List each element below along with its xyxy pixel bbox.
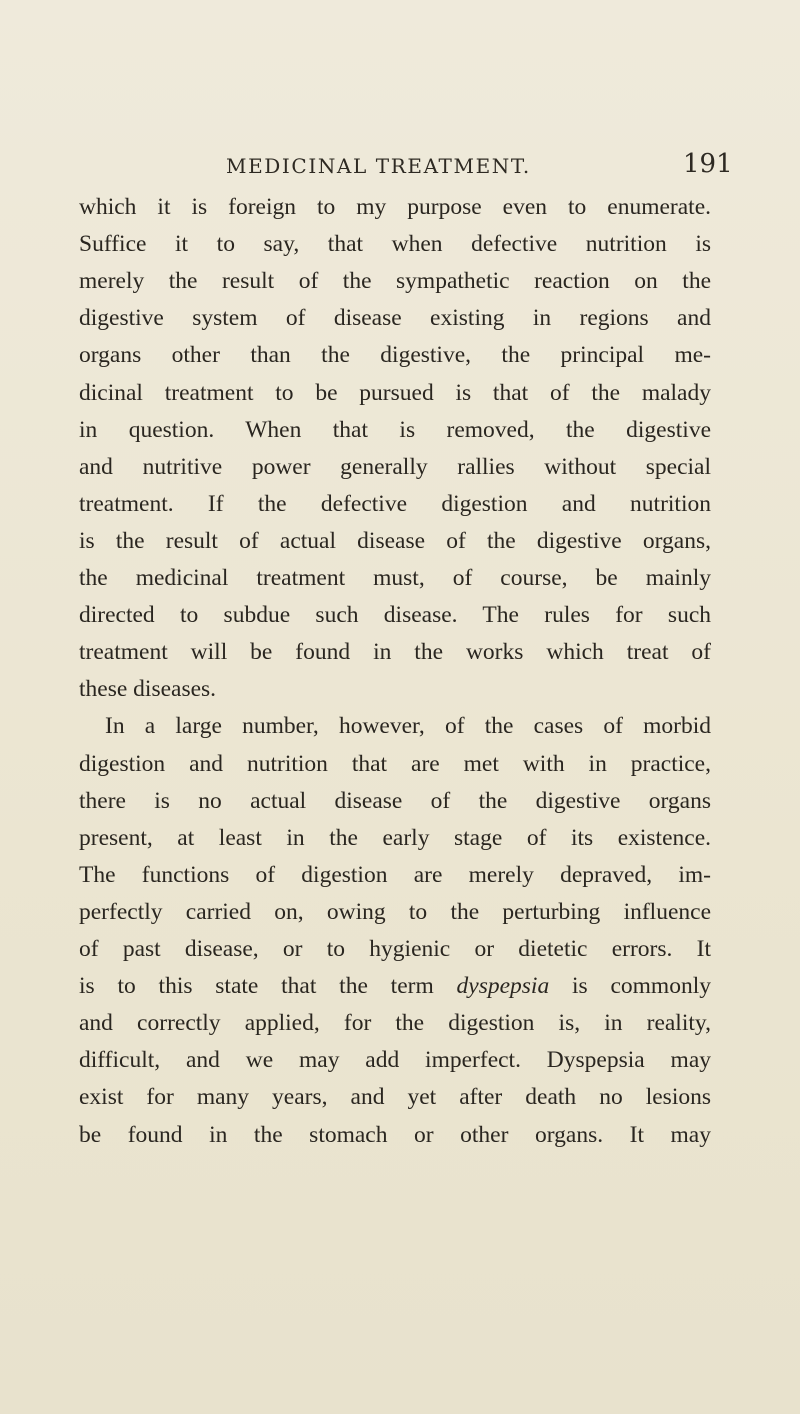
text-line: digestive system of disease existing in regions and	[79, 305, 711, 332]
text-line: present, at least in the early stage of its existence.	[79, 824, 711, 851]
text-line: In a large number, however, of the cases of morbid	[105, 713, 711, 740]
text-line: merely the result of the sympathetic reaction on the	[79, 268, 711, 295]
text-line: these diseases.	[79, 676, 217, 703]
italic-term: dyspepsia	[456, 973, 550, 1000]
text-line: and nutritive power generally rallies without special	[79, 453, 711, 480]
text-line: difficult, and we may add imperfect. Dyspepsia may	[79, 1047, 711, 1074]
text-line: dicinal treatment to be pursued is that of the malady	[79, 379, 711, 406]
running-head	[0, 148, 800, 188]
text-line: treatment will be found in the works which treat of	[79, 639, 711, 666]
text-line: Suffice it to say, that when defective nutrition is	[79, 231, 711, 258]
text-line: perfectly carried on, owing to the perturbing influence	[79, 898, 711, 925]
text-line: directed to subdue such disease. The rules for such	[79, 602, 711, 629]
text-line: treatment. If the defective digestion and nutrition	[79, 490, 711, 517]
text-line: exist for many years, and yet after death no lesions	[79, 1084, 711, 1111]
text-line: is the result of actual disease of the digestive organs,	[79, 527, 711, 554]
text-line: the medicinal treatment must, of course, be mainly	[79, 565, 711, 591]
text-line: organs other than the digestive, the principal me-	[79, 342, 711, 369]
text-line: be found in the stomach or other organs. It may	[79, 1121, 711, 1148]
text-line: digestion and nutrition that are met with in practice,	[79, 750, 711, 777]
text-line: of past disease, or to hygienic or dietetic errors. It	[79, 936, 711, 962]
text-line: is to this state that the term dyspepsia is commonly	[79, 973, 711, 1000]
text-line: and correctly applied, for the digestion is, in reality,	[79, 1010, 711, 1037]
text-line: there is no actual disease of the digestive organs	[79, 787, 711, 814]
text-line: The functions of digestion are merely depraved, im-	[79, 861, 711, 888]
text-line: which it is foreign to my purpose even to enumerate.	[79, 194, 711, 220]
page-number: 191	[683, 149, 733, 179]
running-title: MEDICINAL TREATMENT.	[226, 154, 531, 178]
text-line: in question. When that is removed, the digestive	[79, 416, 711, 443]
